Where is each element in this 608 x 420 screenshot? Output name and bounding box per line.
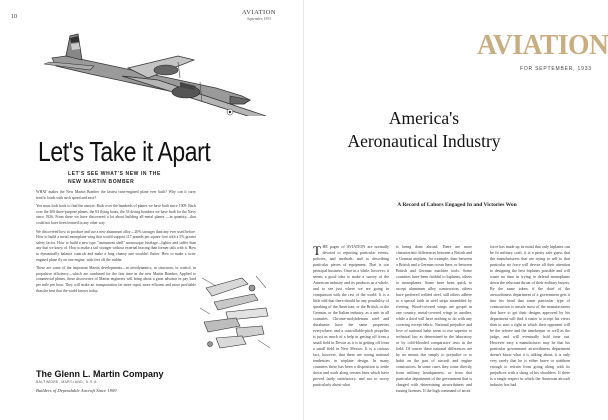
article-subtitle: A Record of Labors Engaged In and Victories Won [397, 202, 517, 208]
right-page [241, 0, 608, 420]
ad-paragraph: WHAT makes the New Martin Bomber the fastest twin-engined plane ever built? Why can it carry terrific loads with such speed and ease? [36, 190, 196, 200]
company-address: BALTIMORE, MARYLAND, U.S.A. [36, 380, 99, 384]
ad-paragraph: We discovered how to produce and use a new aluminum alloy—20% stronger than any ever used before. How to build a metal monoplane wing that would support 117 pounds per square foot with a 5% greater safety factor. How to build a new type "instrument shell" monocoque fuselage—lighter and stiffer than any that we know of. How to make a tail stronger without external bracing than former tails with it. How to dynamically balance controls and make a long clumsy one wouldn't flutter. How to make a twin-engined plane fly on one engine, with feet off the rudder. [36, 229, 196, 262]
masthead-issue: FOR SEPTEMBER, 1933 [520, 66, 592, 72]
article-title: America's Aeronautical Industry [347, 108, 501, 151]
masthead-logo: AVIATION [477, 29, 608, 61]
ad-paragraph: You must look back to find the answer. Back over the hundreds of planes we have built since 1909. Back over the 300 three-purpose planes, the 63 flying boats, the 33 diving bombers we have built for the Navy since 1926. From these we have discovered a lot about building all-metal planes —in quantity—that could not have been learned in any other way. [36, 204, 196, 225]
ad-paragraph: These are some of the important Martin developments—in aerodynamics, in structures, in control, in propulsive efficiency—which are combined for the first time in the new Martin Bomber. Applied to commercial planes, these discoveries of Martin engineers will bring about a great advance in pay load per mile per hour. They will make air transportation far more rapid, more efficient and more profitable than the best that the world knows today. [36, 266, 196, 293]
martin-bomber-illustration [30, 30, 274, 116]
column-text: HE pages of AVIATION are normally devoted to reporting particular events, policies, and methods, and to describing particular pieces of equipment. That is our principal business. Once in a while, however, it seems a good idea to make a survey of the American industry and its products as a whole, and to see just where we are going in comparison with the rest of the world. It is a little odd that there should be any possibility of speaking of the American, or the British, or the German, or the Italian industry, as a unit in all countries. Chrome-molybdenum steel and duralumin have the same properties everywhere, and a controllable-pitch propeller is just as much of a help in getting off from a small field in Devon as it is in getting off from a small field in New Mexico. It is a curious fact, however, that there are strong national tendencies in airplane design. In many countries there has been a disposition to settle down and work along certain lines which have proved fairly satisfactory, and not to worry particularly about what [313, 244, 389, 387]
ad-headline: Let's Take it Apart [38, 136, 211, 167]
exploded-airframe-illustration [196, 268, 276, 354]
page-number: 10 [11, 14, 17, 20]
ad-subheadline: LET'S SEE WHAT'S NEW IN THE NEW MARTIN BOMBER [68, 171, 161, 185]
article-column-2: is being done abroad. There are more characteristic differences between a British and a German airplane, for example, than between a British and a German ocean liner, or between British and German machine tools. Some countries have been faithful to biplanes, others to monoplanes. Some have been quick to accept aluminum alloy construction, others have preferred welded steel, still others adhere to a special faith in steel strips assembled by riveting. Wood-covered wings are gospel in one country, metal-covered wings in another, while a third will have nothing to do with any covering except fabric. National prejudice and love of national habit seem to rise superior to technical law as determined in the laboratory or by cold-blooded comparative tests in the field. Of course these national differences are by no means due simply to prejudice or to habit on the part of aircraft and engine constructors. In some cases they come directly from military headquarters, or from that particular department of the government that is charged with determining airworthiness and issuing licenses. If the high command of an air [396, 244, 472, 393]
article-column-1 [313, 244, 389, 418]
running-head: AVIATION [241, 9, 277, 16]
company-tagline: Builders of Dependable Aircraft Since 1909 [36, 388, 117, 393]
drop-cap: T [313, 244, 321, 258]
company-name: The Glenn L. Martin Company [36, 369, 164, 379]
article-column-3: force has made up its mind that only biplanes can be fit military craft, it is a pretty safe guess that the manufacturers that are trying to sell to that particular air force will devote all their attention to designing the best biplanes possible and will waste no time in trying to defend monoplanes down the reluctant throat of their military buyers. By the same token, if the chief of the airworthiness department of a government gets it into his head that some particular type of construction is unsafe most of the manufacturers that have to get their designs approved by his department will find it easier to accept his views than to start a fight in which their opponent will be the referee and the timekeeper as well as the judge, and will eventually hold time out. However easy a manufacturer may be that his particular government airworthiness department doesn't know what it is talking about, it is only very rarely that he is either brave or stubborn enough to refrain from going along with its prejudices with a shrug of his shoulders. If there is a single respect in which the American aircraft industry has had [490, 244, 570, 387]
running-head-date: September, 1933 [247, 17, 271, 21]
ad-body [36, 190, 196, 366]
